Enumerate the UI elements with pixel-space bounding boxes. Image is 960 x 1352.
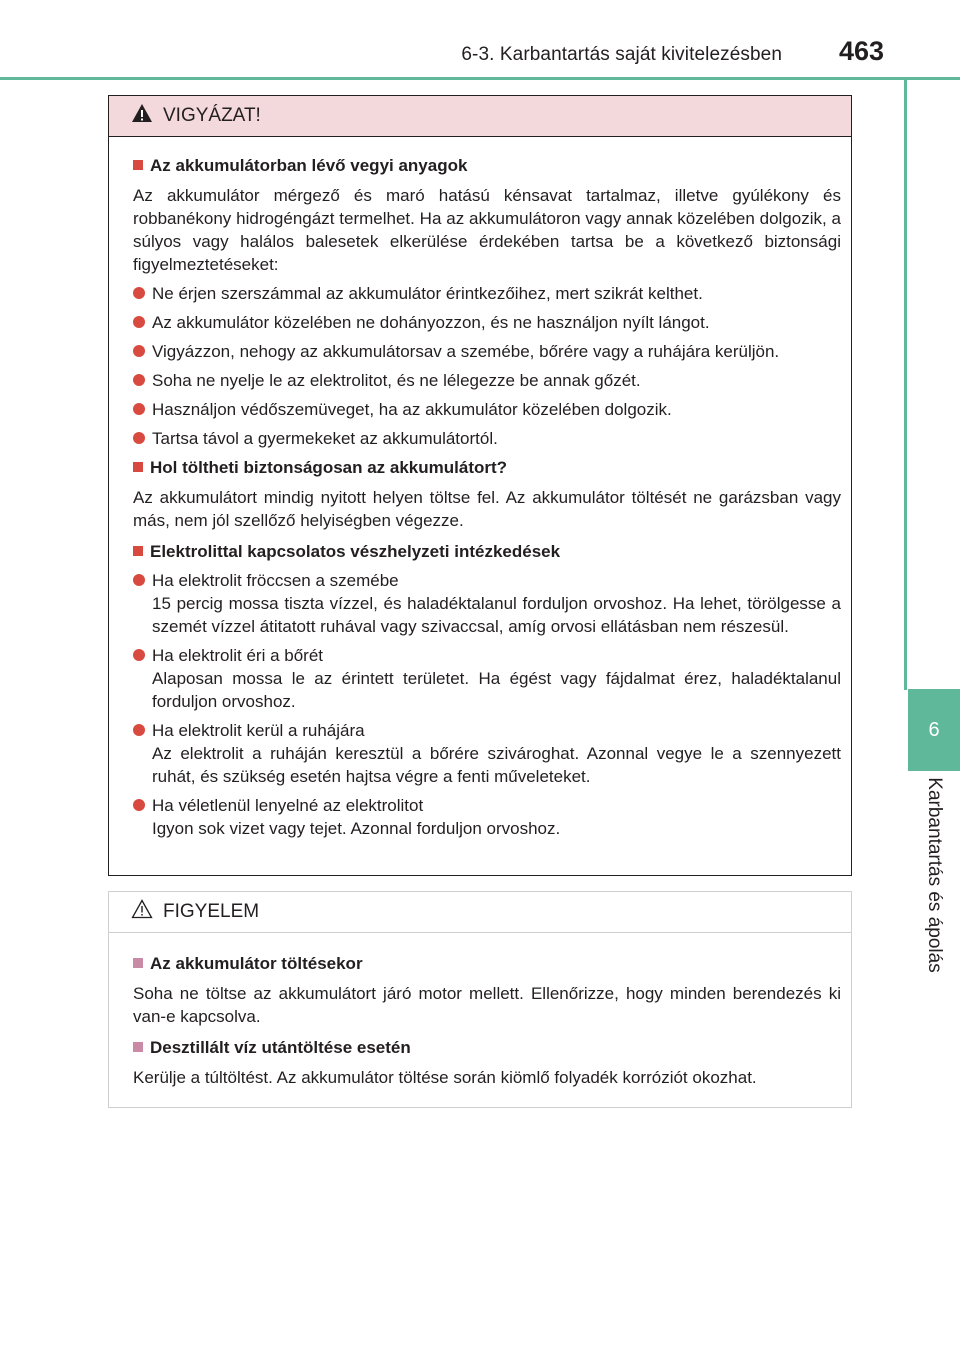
warning-triangle-icon [131,103,153,129]
bullet-list [133,282,841,450]
square-bullet-icon [133,546,143,556]
list-item: Ne érjen szerszámmal az akkumulátor érintkezőihez, mert szikrát kelthet. [133,282,841,305]
section-heading: Desztillált víz utántöltése esetén [133,1036,841,1059]
round-bullet-icon [133,374,145,386]
bullet-list [133,569,841,840]
caution-triangle-icon [131,899,153,925]
round-bullet-icon [133,316,145,328]
round-bullet-icon [133,799,145,811]
list-item: Ha elektrolit éri a bőrét Alaposan mossa le az érintett területet. Ha égést vagy fájdalmat érez, haladéktalanul forduljon orvoshoz. [133,644,841,713]
round-bullet-icon [133,403,145,415]
notice-title: FIGYELEM [163,901,260,922]
square-bullet-icon [133,160,143,170]
list-item: Használjon védőszemüveget, ha az akkumulátor közelében dolgozik. [133,398,841,421]
round-bullet-icon [133,724,145,736]
warning-box [108,95,852,876]
list-item: Az akkumulátor közelében ne dohányozzon, és ne használjon nyílt lángot. [133,311,841,334]
round-bullet-icon [133,574,145,586]
chapter-label: Karbantartás és ápolás [924,777,945,973]
list-item: Ha elektrolit fröccsen a szemébe 15 percig mossa tiszta vízzel, és haladéktalanul forduljon orvoshoz. Ha lehet, törölgesse a szemét vízzel átitatott ruhával vagy szivaccsal, amíg orvosi ellátásban nem részesül. [133,569,841,638]
section-text: Az akkumulátor mérgező és maró hatású kénsavat tartalmaz, illetve gyúlékony és robbanékony hidrogéngázt termelhet. Ha az akkumulátoron vagy annak közelében dolgozik, a súlyos vagy halálos balesetek elkerülése érdekében tartsa be a következő biztonsági figyelmeztetéseket: [133,186,841,274]
round-bullet-icon [133,432,145,444]
notice-body [109,933,851,1089]
section-heading: Az akkumulátorban lévő vegyi anyagok [133,154,841,177]
chapter-tab[interactable] [908,689,960,771]
section-text: Kerülje a túltöltést. Az akkumulátor töltése során kiömlő folyadék korróziót okozhat. [133,1068,757,1087]
square-bullet-icon [133,462,143,472]
section-text: Az akkumulátort mindig nyitott helyen töltse fel. Az akkumulátor töltését ne garázsban vagy más, nem jól szellőző helyiségben végezze. [133,488,841,530]
section-heading: Elektrolittal kapcsolatos vészhelyzeti intézkedések [133,540,841,563]
section-title: 6-3. Karbantartás saját kivitelezésben [461,44,782,65]
warning-header [109,96,851,137]
notice-header [109,892,851,933]
round-bullet-icon [133,287,145,299]
warning-title: VIGYÁZAT! [163,105,261,126]
list-item: Ha elektrolit kerül a ruhájára Az elektrolit a ruháján keresztül a bőrére szivároghat. Azonnal vegye le a szennyezett ruhát, és szükség esetén hajtsa végre a fenti műveleteket. [133,719,841,788]
page-number: 463 [838,36,884,66]
header-rule [0,77,960,80]
warning-body [109,137,851,840]
list-item: Tartsa távol a gyermekeket az akkumulátortól. [133,427,841,450]
round-bullet-icon [133,649,145,661]
section-text: Soha ne töltse az akkumulátort járó motor mellett. Ellenőrizze, hogy minden berendezés ki van-e kapcsolva. [133,984,841,1026]
side-rule [904,80,907,690]
square-bullet-icon [133,958,143,968]
chapter-number: 6 [928,718,940,741]
list-item: Soha ne nyelje le az elektrolitot, és ne lélegezze be annak gőzét. [133,369,841,392]
list-item: Ha véletlenül lenyelné az elektrolitot Igyon sok vizet vagy tejet. Azonnal forduljon orvoshoz. [133,794,841,840]
section-heading: Hol töltheti biztonságosan az akkumulátort? [133,456,841,479]
section-heading: Az akkumulátor töltésekor [133,952,841,975]
round-bullet-icon [133,345,145,357]
list-item: Vigyázzon, nehogy az akkumulátorsav a szemébe, bőrére vagy a ruhájára kerüljön. [133,340,841,363]
notice-box [108,891,852,1108]
square-bullet-icon [133,1042,143,1052]
